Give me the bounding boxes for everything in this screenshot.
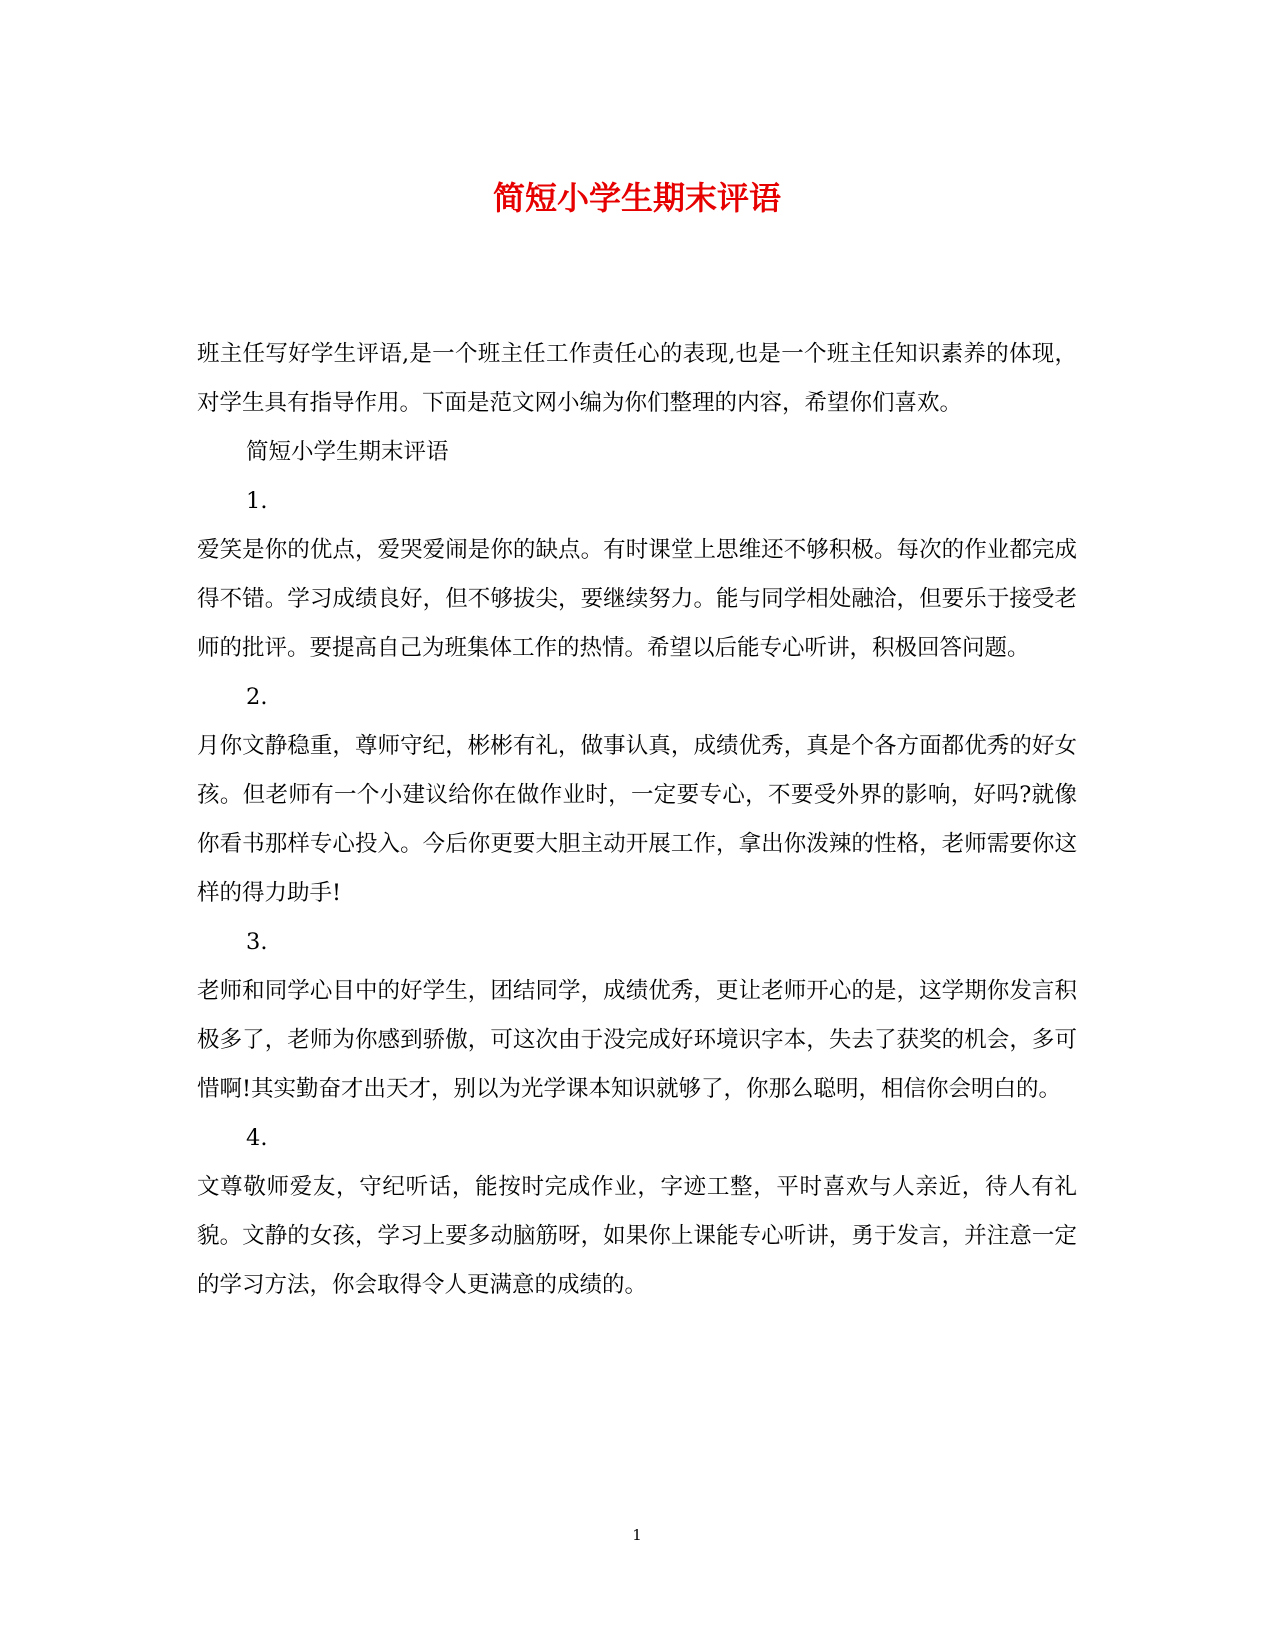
item-text: 老师和同学心目中的好学生，团结同学，成绩优秀，更让老师开心的是，这学期你发言积极多了，老师为你感到骄傲，可这次由于没完成好环境识字本，失去了获奖的机会，多可惜啊!其实勤奋才出天才，别以为光学课本知识就够了，你那么聪明，相信你会明白的。 <box>197 978 1077 1102</box>
document-title: 简短小学生期末评语 <box>492 179 781 217</box>
item-number: 3. <box>246 929 268 955</box>
section-subtitle: 简短小学生期末评语 <box>246 439 449 465</box>
document-body <box>197 330 1077 1310</box>
item-text: 爱笑是你的优点，爱哭爱闹是你的缺点。有时课堂上思维还不够积极。每次的作业都完成得不错。学习成绩良好，但不够拔尖，要继续努力。能与同学相处融洽，但要乐于接受老师的批评。要提高自己为班集体工作的热情。希望以后能专心听讲，积极回答问题。 <box>197 537 1077 661</box>
item-number: 1. <box>246 488 268 514</box>
item-text: 月你文静稳重，尊师守纪，彬彬有礼，做事认真，成绩优秀，真是个各方面都优秀的好女孩。但老师有一个小建议给你在做作业时，一定要专心，不要受外界的影响，好吗?就像你看书那样专心投入。今后你更要大胆主动开展工作，拿出你泼辣的性格，老师需要你这样的得力助手! <box>197 733 1077 906</box>
item-text: 文尊敬师爱友，守纪听话，能按时完成作业，字迹工整，平时喜欢与人亲近，待人有礼貌。文静的女孩，学习上要多动脑筋呀，如果你上课能专心听讲，勇于发言，并注意一定的学习方法，你会取得令人更满意的成绩的。 <box>197 1174 1077 1298</box>
item-number: 2. <box>246 684 268 710</box>
intro-paragraph: 班主任写好学生评语,是一个班主任工作责任心的表现,也是一个班主任知识素养的体现，对学生具有指导作用。下面是范文网小编为你们整理的内容，希望你们喜欢。 <box>197 341 1077 416</box>
page-number: 1 <box>632 1526 642 1544</box>
item-number: 4. <box>246 1125 268 1151</box>
